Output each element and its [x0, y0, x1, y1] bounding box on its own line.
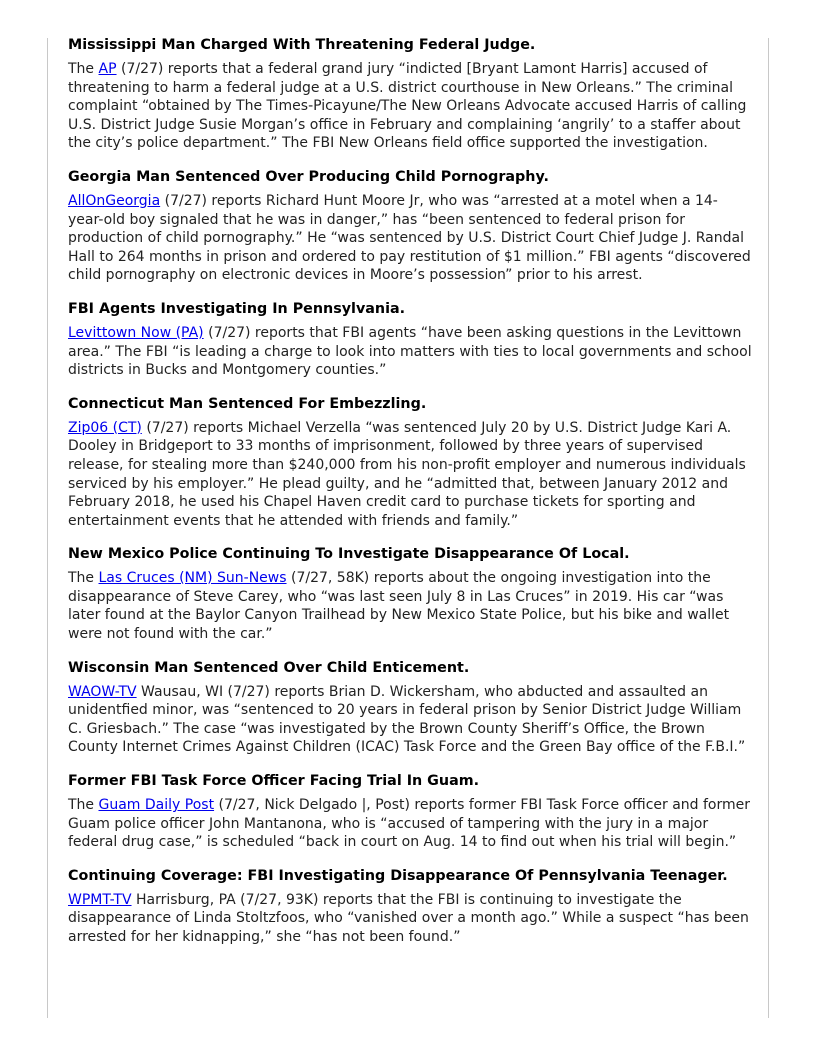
article-headline: Continuing Coverage: FBI Investigating Disappearance Of Pennsylvania Teenager. [68, 867, 728, 884]
article-body [68, 324, 752, 380]
article-headline: Georgia Man Sentenced Over Producing Child Pornography. [68, 168, 549, 185]
article-new-mexico-disappearance [68, 545, 752, 643]
left-margin-rule [47, 38, 48, 1018]
article-text: (7/27) reports Michael Verzella “was sentenced July 20 by U.S. District Judge Kari A. Dooley in Bridgeport to 33 months of imprisonment, followed by three years of supervised release, for stealing more than $240,000 from his non-profit employer and numerous individuals serviced by his employer.” He plead guilty, and he “admitted that, between January 2012 and February 2018, he used his Chapel Haven credit card to purchase tickets for sporting and entertainment events that he attended with friends and family.” [68, 419, 746, 529]
article-headline: Former FBI Task Force Officer Facing Trial In Guam. [68, 773, 480, 790]
source-link-wpmt-tv[interactable]: WPMT-TV [68, 891, 132, 908]
source-link-allongeorgia[interactable]: AllOnGeorgia [68, 192, 161, 209]
right-margin-rule [768, 38, 769, 1018]
article-text: Harrisburg, PA (7/27, 93K) reports that the FBI is continuing to investigate the disappearance of Linda Stoltzfoos, who “vanished over a month ago.” While a suspect “has been arrested for her kidnapping,” she “has not been found.” [68, 891, 749, 945]
article-body [68, 419, 752, 531]
article-text: (7/27) reports that FBI agents “have been asking questions in the Levittown area.” The FBI “is leading a charge to look into matters with ties to local governments and school districts in Bucks and Montgomery counties.” [68, 324, 752, 379]
article-headline: Mississippi Man Charged With Threatening Federal Judge. [68, 37, 536, 53]
article-guam-trial [68, 772, 752, 852]
article-connecticut-embezzling [68, 395, 752, 531]
article-lead-text: The [68, 570, 99, 587]
article-pennsylvania-teenager [68, 867, 752, 947]
article-headline: New Mexico Police Continuing To Investigate Disappearance Of Local. [68, 546, 630, 563]
source-link-zip06[interactable]: Zip06 (CT) [68, 419, 142, 436]
article-lead-text: The [68, 797, 99, 814]
article-headline: Connecticut Man Sentenced For Embezzling. [68, 395, 427, 412]
article-text: Wausau, WI (7/27) reports Brian D. Wickersham, who abducted and assaulted an unidentfied minor, was “sentenced to 20 years in federal prison by Senior District Judge William C. Griesbach.” The case “was investigated by the Brown County Sheriff’s Office, the Brown County Internet Crimes Against Children (ICAC) Task Force and the Green Bay office of the F.B.I.” [68, 683, 746, 756]
article-body [68, 60, 752, 153]
article-text: (7/27, 58K) reports about the ongoing investigation into the disappearance of Steve Carey, who “was last seen July 8 in Las Cruces” in 2019. His car “was later found at the Baylor Canyon Trailhead by New Mexico State Police, but his bike and wallet were not found with the car.” [68, 570, 730, 643]
article-text: (7/27) reports Richard Hunt Moore Jr, who was “arrested at a motel when a 14-year-old boy signaled that he was in danger,” has “been sentenced to federal prison for production of child pornography.” He “was sentenced by U.S. District Court Chief Judge J. Randal Hall to 264 months in prison and ordered to pay restitution of $1 million.” FBI agents “discovered child pornography on electronic devices in Moore’s possession” prior to his arrest. [68, 192, 751, 284]
source-link-guam-daily-post[interactable]: Guam Daily Post [98, 797, 215, 814]
source-link-levittown-now[interactable]: Levittown Now (PA) [68, 324, 204, 341]
article-lead-text: The [68, 61, 99, 77]
news-column [68, 36, 752, 962]
article-body [68, 569, 752, 643]
article-body [68, 891, 752, 947]
article-text: (7/27, Nick Delgado |, Post) reports former FBI Task Force officer and former Guam police officer John Mantanona, who is “accused of tampering with the jury in a major federal drug case,” is scheduled “back in court on Aug. 14 to find out when his trial will begin.” [68, 797, 751, 851]
article-pennsylvania-agents [68, 300, 752, 380]
source-link-waow-tv[interactable]: WAOW-TV [68, 683, 137, 700]
article-mississippi-judge-threat [68, 36, 752, 153]
article-text: (7/27) reports that a federal grand jury “indicted [Bryant Lamont Harris] accused of threatening to harm a federal judge at a U.S. district courthouse in New Orleans.” The criminal complaint “obtained by The Times-Picayune/The New Orleans Advocate accused Harris of calling U.S. District Judge Susie Morgan’s office in February and complaining ‘angrily’ to a staffer about the city’s police department.” The FBI New Orleans field office supported the investigation. [68, 61, 747, 152]
article-wisconsin-enticement [68, 659, 752, 757]
source-link-las-cruces-sun-news[interactable]: Las Cruces (NM) Sun-News [98, 570, 287, 587]
article-georgia-sentencing [68, 168, 752, 285]
article-body [68, 683, 752, 757]
article-headline: Wisconsin Man Sentenced Over Child Enticement. [68, 659, 470, 676]
article-body [68, 796, 752, 852]
article-body [68, 192, 752, 285]
source-link-ap[interactable]: AP [98, 61, 117, 77]
article-headline: FBI Agents Investigating In Pennsylvania. [68, 300, 406, 317]
